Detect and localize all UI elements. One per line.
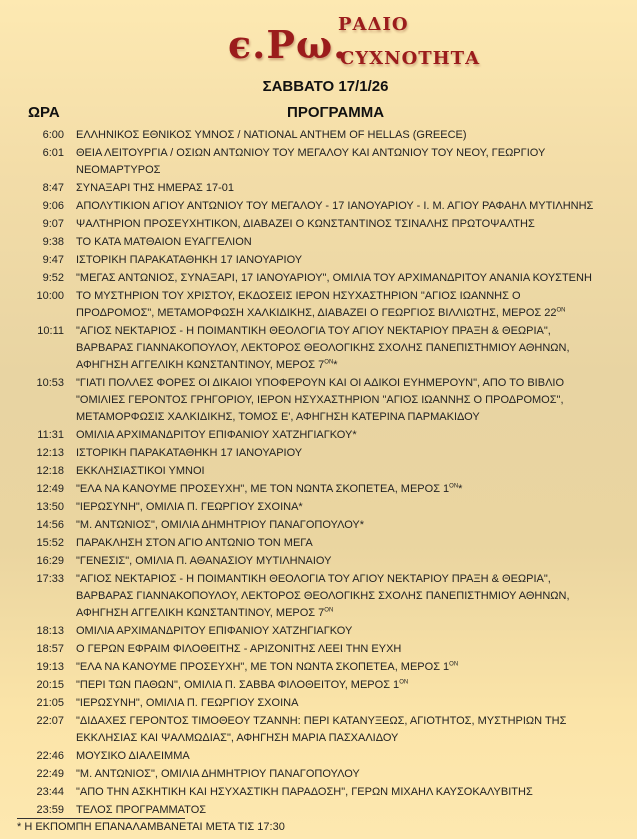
schedule-row — [0, 216, 637, 233]
schedule-time: 12:18 — [36, 465, 64, 477]
schedule-description — [76, 535, 596, 552]
schedule-row — [0, 323, 637, 374]
schedule-row — [0, 145, 637, 179]
schedule-row — [0, 784, 637, 801]
schedule-row — [0, 571, 637, 622]
schedule-description — [76, 659, 596, 676]
schedule-time: 9:38 — [42, 236, 64, 248]
schedule-time: 13:50 — [36, 501, 64, 513]
schedule-description-text: ΜΟΥΣΙΚΟ ΔΙΑΛΕΙΜΜΑ — [76, 750, 190, 762]
schedule-time: 21:05 — [36, 697, 64, 709]
schedule-time: 16:29 — [36, 555, 64, 567]
schedule-description-text: ΕΚΚΛΗΣΙΑΣΤΙΚΟΙ ΥΜΝΟΙ — [76, 465, 205, 477]
schedule-description — [76, 234, 596, 251]
schedule-description-text: ΕΛΛΗΝΙΚΟΣ ΕΘΝΙΚΟΣ ΥΜΝΟΣ / NATIONAL ANTHEM OF HELLAS (GREECE) — [76, 129, 467, 141]
schedule-description — [76, 677, 596, 694]
schedule-description — [76, 623, 596, 640]
ordinal-suffix: ΟΝ — [324, 607, 334, 614]
schedule-description — [76, 481, 596, 498]
schedule-time: 11:31 — [37, 429, 64, 441]
schedule-time: 23:59 — [36, 804, 64, 816]
logo-mark: ϵ.Ρω. — [228, 22, 348, 67]
schedule-row — [0, 252, 637, 269]
schedule-row — [0, 375, 637, 426]
footnote-text: * Η ΕΚΠΟΜΠΗ ΕΠΑΝΑΛΑΜΒΑΝΕΤΑΙ ΜΕΤΑ ΤΙΣ 17:30 — [17, 821, 285, 833]
schedule-description — [76, 641, 596, 658]
schedule-time: 9:06 — [42, 200, 64, 212]
ordinal-suffix: ΟΝ — [449, 483, 459, 490]
schedule-time: 20:15 — [36, 679, 64, 691]
schedule-row — [0, 802, 637, 819]
schedule-description-text: ΨΑΛΤΗΡΙΟΝ ΠΡΟΣΕΥΧΗΤΙΚΟΝ, ΔΙΑΒΑΖΕΙ Ο ΚΩΝΣΤΑΝΤΙΝΟΣ ΤΣΙΝΑΛΗΣ ΠΡΩΤΟΨΑΛΤΗΣ — [76, 218, 535, 230]
schedule-description-text: "ΙΕΡΩΣΥΝΗ", ΟΜΙΛΙΑ Π. ΓΕΩΡΓΙΟΥ ΣΧΟΙΝΑ* — [76, 501, 303, 513]
schedule-description — [76, 427, 596, 444]
schedule-row — [0, 535, 637, 552]
logo-radio-text: ΡΑΔΙΟ — [338, 14, 409, 35]
schedule-time: 23:44 — [36, 786, 64, 798]
schedule-time: 10:53 — [36, 377, 64, 389]
schedule-row — [0, 623, 637, 640]
ordinal-suffix: ΟΝ — [449, 661, 459, 668]
schedule-time: 9:47 — [42, 254, 64, 266]
schedule-description — [76, 784, 596, 801]
schedule-row — [0, 463, 637, 480]
schedule-description-text: "Μ. ΑΝΤΩΝΙΟΣ", ΟΜΙΛΙΑ ΔΗΜΗΤΡΙΟΥ ΠΑΝΑΓΟΠΟΥΛΟΥ* — [76, 519, 365, 531]
schedule-time: 9:52 — [42, 272, 64, 284]
schedule-time: 18:57 — [36, 643, 64, 655]
schedule-description-text: "ΠΕΡΙ ΤΩΝ ΠΑΘΩΝ", ΟΜΙΛΙΑ Π. ΣΑΒΒΑ ΦΙΛΟΘΕΙΤΟΥ, ΜΕΡΟΣ 1 — [76, 679, 400, 691]
schedule-time: 8:47 — [42, 182, 64, 194]
schedule-description — [76, 766, 596, 783]
schedule-row — [0, 553, 637, 570]
schedule-row — [0, 445, 637, 462]
repeat-marker: * — [458, 483, 463, 495]
schedule-description — [76, 463, 596, 480]
schedule-time: 22:49 — [36, 768, 64, 780]
schedule-description-text: "ΔΙΔΑΧΕΣ ΓΕΡΟΝΤΟΣ ΤΙΜΟΘΕΟΥ ΤΖΑΝΝΗ: ΠΕΡΙ ΚΑΤΑΝΥΞΕΩΣ, ΑΓΙΟΤΗΤΟΣ, ΜΥΣΤΗΡΙΩΝ ΤΗΣ ΕΚΚΛΗΣΙΑΣ ΚΑΙ ΨΑΛΜΩΔΙΑΣ", ΑΦΗΓΗΣΗ ΜΑΡΙΑ ΠΑΣΧΑΛΙΔΟΥ — [76, 715, 567, 744]
schedule-row — [0, 677, 637, 694]
schedule-time: 6:01 — [42, 147, 64, 159]
schedule-row — [0, 270, 637, 287]
schedule-row — [0, 695, 637, 712]
schedule-description — [76, 216, 596, 233]
schedule-row — [0, 713, 637, 747]
schedule-row — [0, 517, 637, 534]
footnote-divider — [17, 818, 185, 819]
schedule-description — [76, 517, 596, 534]
schedule-description-text: "ΑΓΙΟΣ ΝΕΚΤΑΡΙΟΣ - Η ΠΟΙΜΑΝΤΙΚΗ ΘΕΟΛΟΓΙΑ ΤΟΥ ΑΓΙΟΥ ΝΕΚΤΑΡΙΟΥ ΠΡΑΞΗ & ΘΕΩΡΙΑ", ΒΑΡΒΑΡΑΣ ΓΙΑΝΝΑΚΟΠΟΥΛΟΥ, ΛΕΚΤΟΡΟΣ ΘΕΟΛΟΓΙΚΗΣ ΣΧΟΛΗΣ ΠΑΝΕΠΙΣΤΗΜΙΟΥ ΑΘΗΝΩΝ, ΑΦΗΓΗΣΗ ΑΓΓΕΛΙΚΗ ΚΩΝΣΤΑΝΤΙΝΟΥ, ΜΕΡΟΣ 7 — [76, 325, 570, 371]
schedule-row — [0, 234, 637, 251]
schedule-row — [0, 198, 637, 215]
schedule-row — [0, 748, 637, 765]
schedule-time: 18:13 — [36, 625, 64, 637]
schedule-description — [76, 571, 596, 622]
schedule-description-text: "ΙΕΡΩΣΥΝΗ", ΟΜΙΛΙΑ Π. ΓΕΩΡΓΙΟΥ ΣΧΟΙΝΑ — [76, 697, 299, 709]
schedule-description-text: ΠΑΡΑΚΛΗΣΗ ΣΤΟΝ ΑΓΙΟ ΑΝΤΩΝΙΟ ΤΟΝ ΜΕΓΑ — [76, 537, 313, 549]
schedule-description — [76, 553, 596, 570]
schedule-time: 19:13 — [36, 661, 64, 673]
schedule-time: 10:00 — [36, 290, 64, 302]
schedule-description-text: "ΑΠΟ ΤΗΝ ΑΣΚΗΤΙΚΗ ΚΑΙ ΗΣΥΧΑΣΤΙΚΗ ΠΑΡΑΔΟΣΗ", ΓΕΡΩΝ ΜΙΧΑΗΛ ΚΑΥΣΟΚΑΛΥΒΙΤΗΣ — [76, 786, 533, 798]
schedule-description-text: Ο ΓΕΡΩΝ ΕΦΡΑΙΜ ΦΙΛΟΘΕΙΤΗΣ - ΑΡΙΖΟΝΙΤΗΣ ΛΕΕΙ ΤΗΝ ΕΥΧΗ — [76, 643, 402, 655]
schedule-description — [76, 127, 596, 144]
schedule-time: 10:11 — [37, 325, 64, 337]
schedule-row — [0, 766, 637, 783]
schedule-description-text: "ΕΛΑ ΝΑ ΚΑΝΟΥΜΕ ΠΡΟΣΕΥΧΗ", ΜΕ ΤΟΝ ΝΩΝΤΑ ΣΚΟΠΕΤΕΑ, ΜΕΡΟΣ 1 — [76, 661, 450, 673]
schedule-description — [76, 145, 596, 179]
schedule-description — [76, 802, 596, 819]
schedule-description-text: "ΓΙΑΤΙ ΠΟΛΛΕΣ ΦΟΡΕΣ ΟΙ ΔΙΚΑΙΟΙ ΥΠΟΦΕΡΟΥΝ ΚΑΙ ΟΙ ΑΔΙΚΟΙ ΕΥΗΜΕΡΟΥΝ", ΑΠΟ ΤΟ ΒΙΒΛΙΟ "ΟΜΙΛΙΕΣ ΓΕΡΟΝΤΟΣ ΓΡΗΓΟΡΙΟΥ, ΙΕΡΟΝ ΗΣΥΧΑΣΤΗΡΙΟΝ "ΑΓΙΟΣ ΙΩΑΝΝΗΣ Ο ΠΡΟΔΡΟΜΟΣ", ΜΕΤΑΜΟΡΦΩΣΙΣ ΧΑΛΚΙΔΙΚΗΣ, ΤΟΜΟΣ Ε', ΑΦΗΓΗΣΗ ΚΑΤΕΡΙΝΑ ΠΑΡΜΑΚΙΔΟΥ — [76, 377, 565, 423]
schedule-time: 6:00 — [42, 129, 64, 141]
schedule-row — [0, 127, 637, 144]
schedule-description-text: "ΜΕΓΑΣ ΑΝΤΩΝΙΟΣ, ΣΥΝΑΞΑΡΙ, 17 ΙΑΝΟΥΑΡΙΟΥ", ΟΜΙΛΙΑ ΤΟΥ ΑΡΧΙΜΑΝΔΡΙΤΟΥ ΑΝΑΝΙΑ ΚΟΥΣΤΕΝΗ — [76, 272, 592, 284]
schedule-row — [0, 427, 637, 444]
schedule-description-text: ΟΜΙΛΙΑ ΑΡΧΙΜΑΝΔΡΙΤΟΥ ΕΠΙΦΑΝΙΟΥ ΧΑΤΖΗΓΙΑΓΚΟΥ* — [76, 429, 357, 441]
schedule-row — [0, 499, 637, 516]
schedule-description-text: "ΓΕΝΕΣΙΣ", ΟΜΙΛΙΑ Π. ΑΘΑΝΑΣΙΟΥ ΜΥΤΙΛΗΝΑΙΟΥ — [76, 555, 332, 567]
schedule-date-title: ΣΑΒΒΑΤΟ 17/1/26 — [262, 78, 389, 95]
schedule-description — [76, 288, 596, 322]
logo-frequency-text: ϹΥΧΝΟΤΗΤΑ — [340, 48, 481, 69]
schedule-description — [76, 270, 596, 287]
schedule-description-text: ΟΜΙΛΙΑ ΑΡΧΙΜΑΝΔΡΙΤΟΥ ΕΠΙΦΑΝΙΟΥ ΧΑΤΖΗΓΙΑΓΚΟΥ — [76, 625, 353, 637]
schedule-description — [76, 323, 596, 374]
schedule-description — [76, 252, 596, 269]
ordinal-suffix: ΟΝ — [399, 679, 409, 686]
schedule-description-text: ΘΕΙΑ ΛΕΙΤΟΥΡΓΙΑ / ΟΣΙΩΝ ΑΝΤΩΝΙΟΥ ΤΟΥ ΜΕΓΑΛΟΥ ΚΑΙ ΑΝΤΩΝΙΟΥ ΤΟΥ ΝΕΟΥ, ΓΕΩΡΓΙΟΥ ΝΕΟΜΑΡΤΥΡΟΣ — [76, 147, 546, 176]
schedule-description — [76, 499, 596, 516]
schedule-row — [0, 659, 637, 676]
schedule-time: 22:07 — [36, 715, 64, 727]
schedule-time: 15:52 — [36, 537, 64, 549]
schedule-row — [0, 180, 637, 197]
schedule-row — [0, 288, 637, 322]
time-column-header: ΩΡΑ — [28, 104, 60, 121]
schedule-description-text: ΣΥΝΑΞΑΡΙ ΤΗΣ ΗΜΕΡΑΣ 17-01 — [76, 182, 234, 194]
schedule-description-text: ΤΕΛΟΣ ΠΡΟΓΡΑΜΜΑΤΟΣ — [76, 804, 207, 816]
schedule-description — [76, 180, 596, 197]
station-logo — [0, 0, 637, 80]
schedule-description — [76, 198, 596, 215]
schedule-description — [76, 375, 596, 426]
ordinal-suffix: ΟΝ — [556, 307, 566, 314]
schedule-description-text: "ΕΛΑ ΝΑ ΚΑΝΟΥΜΕ ΠΡΟΣΕΥΧΗ", ΜΕ ΤΟΝ ΝΩΝΤΑ ΣΚΟΠΕΤΕΑ, ΜΕΡΟΣ 1 — [76, 483, 450, 495]
schedule-row — [0, 641, 637, 658]
schedule-time: 12:49 — [36, 483, 64, 495]
schedule-description — [76, 445, 596, 462]
schedule-description-text: ΤΟ ΚΑΤΑ ΜΑΤΘΑΙΟΝ ΕΥΑΓΓΕΛΙΟΝ — [76, 236, 252, 248]
schedule-time: 9:07 — [42, 218, 64, 230]
schedule-description-text: ΤΟ ΜΥΣΤΗΡΙΟΝ ΤΟΥ ΧΡΙΣΤΟΥ, ΕΚΔΟΣΕΙΣ ΙΕΡΟΝ ΗΣΥΧΑΣΤΗΡΙΟΝ "ΑΓΙΟΣ ΙΩΑΝΝΗΣ Ο ΠΡΟΔΡΟΜΟΣ", ΜΕΤΑΜΟΡΦΩΣΗ ΧΑΛΚΙΔΙΚΗΣ, ΔΙΑΒΑΖΕΙ Ο ΓΕΩΡΓΙΟΣ ΒΙΛΛΙΩΤΗΣ, ΜΕΡΟΣ 22 — [76, 290, 557, 319]
schedule-time: 14:56 — [36, 519, 64, 531]
program-schedule-list — [0, 127, 637, 820]
schedule-description-text: ΙΣΤΟΡΙΚΗ ΠΑΡΑΚΑΤΑΘΗΚΗ 17 ΙΑΝΟΥΑΡΙΟΥ — [76, 447, 303, 459]
schedule-description-text: ΙΣΤΟΡΙΚΗ ΠΑΡΑΚΑΤΑΘΗΚΗ 17 ΙΑΝΟΥΑΡΙΟΥ — [76, 254, 303, 266]
ordinal-suffix: ΟΝ — [324, 359, 334, 366]
schedule-row — [0, 481, 637, 498]
program-column-header: ΠΡΟΓΡΑΜΜΑ — [287, 104, 385, 121]
schedule-time: 17:33 — [36, 573, 64, 585]
repeat-marker: * — [333, 359, 338, 371]
schedule-time: 12:13 — [36, 447, 64, 459]
schedule-description-text: "ΑΓΙΟΣ ΝΕΚΤΑΡΙΟΣ - Η ΠΟΙΜΑΝΤΙΚΗ ΘΕΟΛΟΓΙΑ ΤΟΥ ΑΓΙΟΥ ΝΕΚΤΑΡΙΟΥ ΠΡΑΞΗ & ΘΕΩΡΙΑ", ΒΑΡΒΑΡΑΣ ΓΙΑΝΝΑΚΟΠΟΥΛΟΥ, ΛΕΚΤΟΡΟΣ ΘΕΟΛΟΓΙΚΗΣ ΣΧΟΛΗΣ ΠΑΝΕΠΙΣΤΗΜΙΟΥ ΑΘΗΝΩΝ, ΑΦΗΓΗΣΗ ΑΓΓΕΛΙΚΗ ΚΩΝΣΤΑΝΤΙΝΟΥ, ΜΕΡΟΣ 7 — [76, 573, 570, 619]
schedule-description — [76, 695, 596, 712]
schedule-description — [76, 713, 596, 747]
schedule-description-text: ΑΠΟΛΥΤΙΚΙΟΝ ΑΓΙΟΥ ΑΝΤΩΝΙΟΥ ΤΟΥ ΜΕΓΑΛΟΥ - 17 ΙΑΝΟΥΑΡΙΟΥ - Ι. Μ. ΑΓΙΟΥ ΡΑΦΑΗΛ ΜΥΤΙΛΗΝΗΣ — [76, 200, 594, 212]
schedule-time: 22:46 — [36, 750, 64, 762]
schedule-description — [76, 748, 596, 765]
schedule-description-text: "Μ. ΑΝΤΩΝΙΟΣ", ΟΜΙΛΙΑ ΔΗΜΗΤΡΙΟΥ ΠΑΝΑΓΟΠΟΥΛΟΥ — [76, 768, 360, 780]
